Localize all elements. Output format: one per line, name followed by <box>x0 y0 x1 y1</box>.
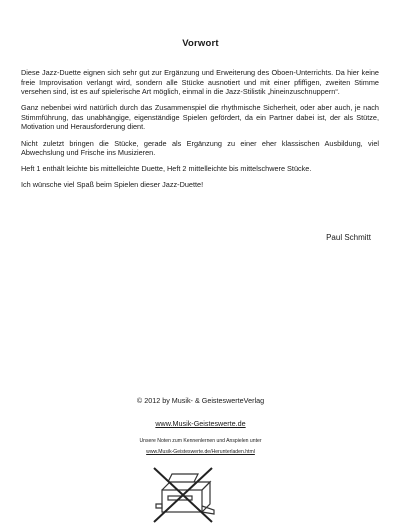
website-link[interactable]: www.Musik-Geisteswerte.de <box>155 419 246 428</box>
paragraph: Diese Jazz-Duette eignen sich sehr gut zur Ergänzung und Erweiterung des Oboen-Unterrichts. Da hier keine freie Improvisation verlangt wird, sondern alle Stücke ausnotiert und mit einer pfiffigen, zweiten Stimme versehen sind, ist es auf spielerische Art möglich, einmal in die Jazz-Stilistik „hineinzuschnuppern“. <box>21 68 379 97</box>
author-signature: Paul Schmitt <box>326 233 371 242</box>
paragraph: Ich wünsche viel Spaß beim Spielen dieser Jazz-Duette! <box>21 180 204 190</box>
no-copy-icon <box>148 460 218 526</box>
page-title: Vorwort <box>182 38 219 49</box>
notes-info-text: Unsere Noten zum Kennenlernen und Anspielen unter <box>139 438 262 444</box>
foreword-body <box>21 68 379 196</box>
paragraph: Heft 1 enthält leichte bis mittelleichte Duette, Heft 2 mittelleichte bis mittelschwere Stücke. <box>21 164 312 174</box>
download-link[interactable]: www.Musik-Geisteswerte.de/Herunterladen.html <box>146 449 255 455</box>
paragraph: Nicht zuletzt bringen die Stücke, gerade als Ergänzung zu einer eher klassischen Ausbildung, viel Abwechslung und Frische ins Musizieren. <box>21 138 379 158</box>
paragraph: Ganz nebenbei wird natürlich durch das Zusammenspiel die rhythmische Sicherheit, oder aber auch, je nach Stimmführung, das unabhängige, eigenständige Spielen gefördert, da ein Partner dabei ist, der als Stütze, Motivation und Herausforderung dient. <box>21 103 379 132</box>
copyright-notice: © 2012 by Musik- & GeisteswerteVerlag <box>136 396 265 405</box>
